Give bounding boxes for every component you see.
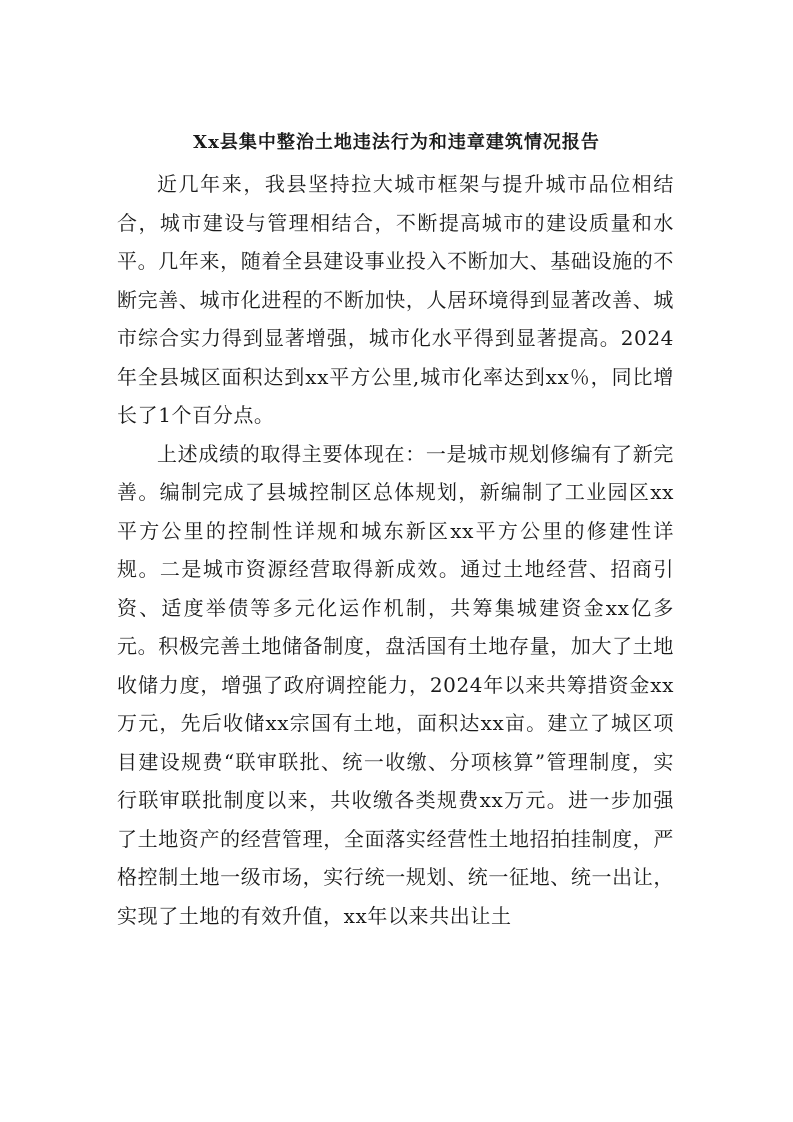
paragraph-1: 近几年来，我县坚持拉大城市框架与提升城市品位相结合，城市建设与管理相结合，不断提高城市的建设质量和水平。几年来，随着全县建设事业投入不断加大、基础设施的不断完善、城市化进程的不断加快，人居环境得到显著改善、城市综合实力得到显著增强，城市化水平得到显著提高。2024年全县城区面积达到xx平方公里,城市化率达到xx％，同比增长了1个百分点。 — [117, 172, 674, 427]
paragraph-2: 上述成绩的取得主要体现在：一是城市规划修编有了新完善。编制完成了县城控制区总体规划，新编制了工业园区xx平方公里的控制性详规和城东新区xx平方公里的修建性详规。二是城市资源经营取得新成效。通过土地经营、招商引资、适度举债等多元化运作机制，共筹集城建资金xx亿多元。积极完善土地储备制度，盘活国有土地存量，加大了土地收储力度，增强了政府调控能力，2024年以来共筹措资金xx万元，先后收储xx宗国有土地，面积达xx亩。建立了城区项目建设规费“联审联批、统一收缴、分项核算”管理制度，实行联审联批制度以来，共收缴各类规费xx万元。进一步加强了土地资产的经营管理，全面落实经营性土地招拍挂制度，严格控制土地一级市场，实行统一规划、统一征地、统一出让，实现了土地的有效升值，xx年以来共出让土 — [117, 441, 674, 928]
document-body — [117, 165, 674, 935]
document-title: Xx县集中整治土地违法行为和违章建筑情况报告 — [193, 132, 600, 153]
